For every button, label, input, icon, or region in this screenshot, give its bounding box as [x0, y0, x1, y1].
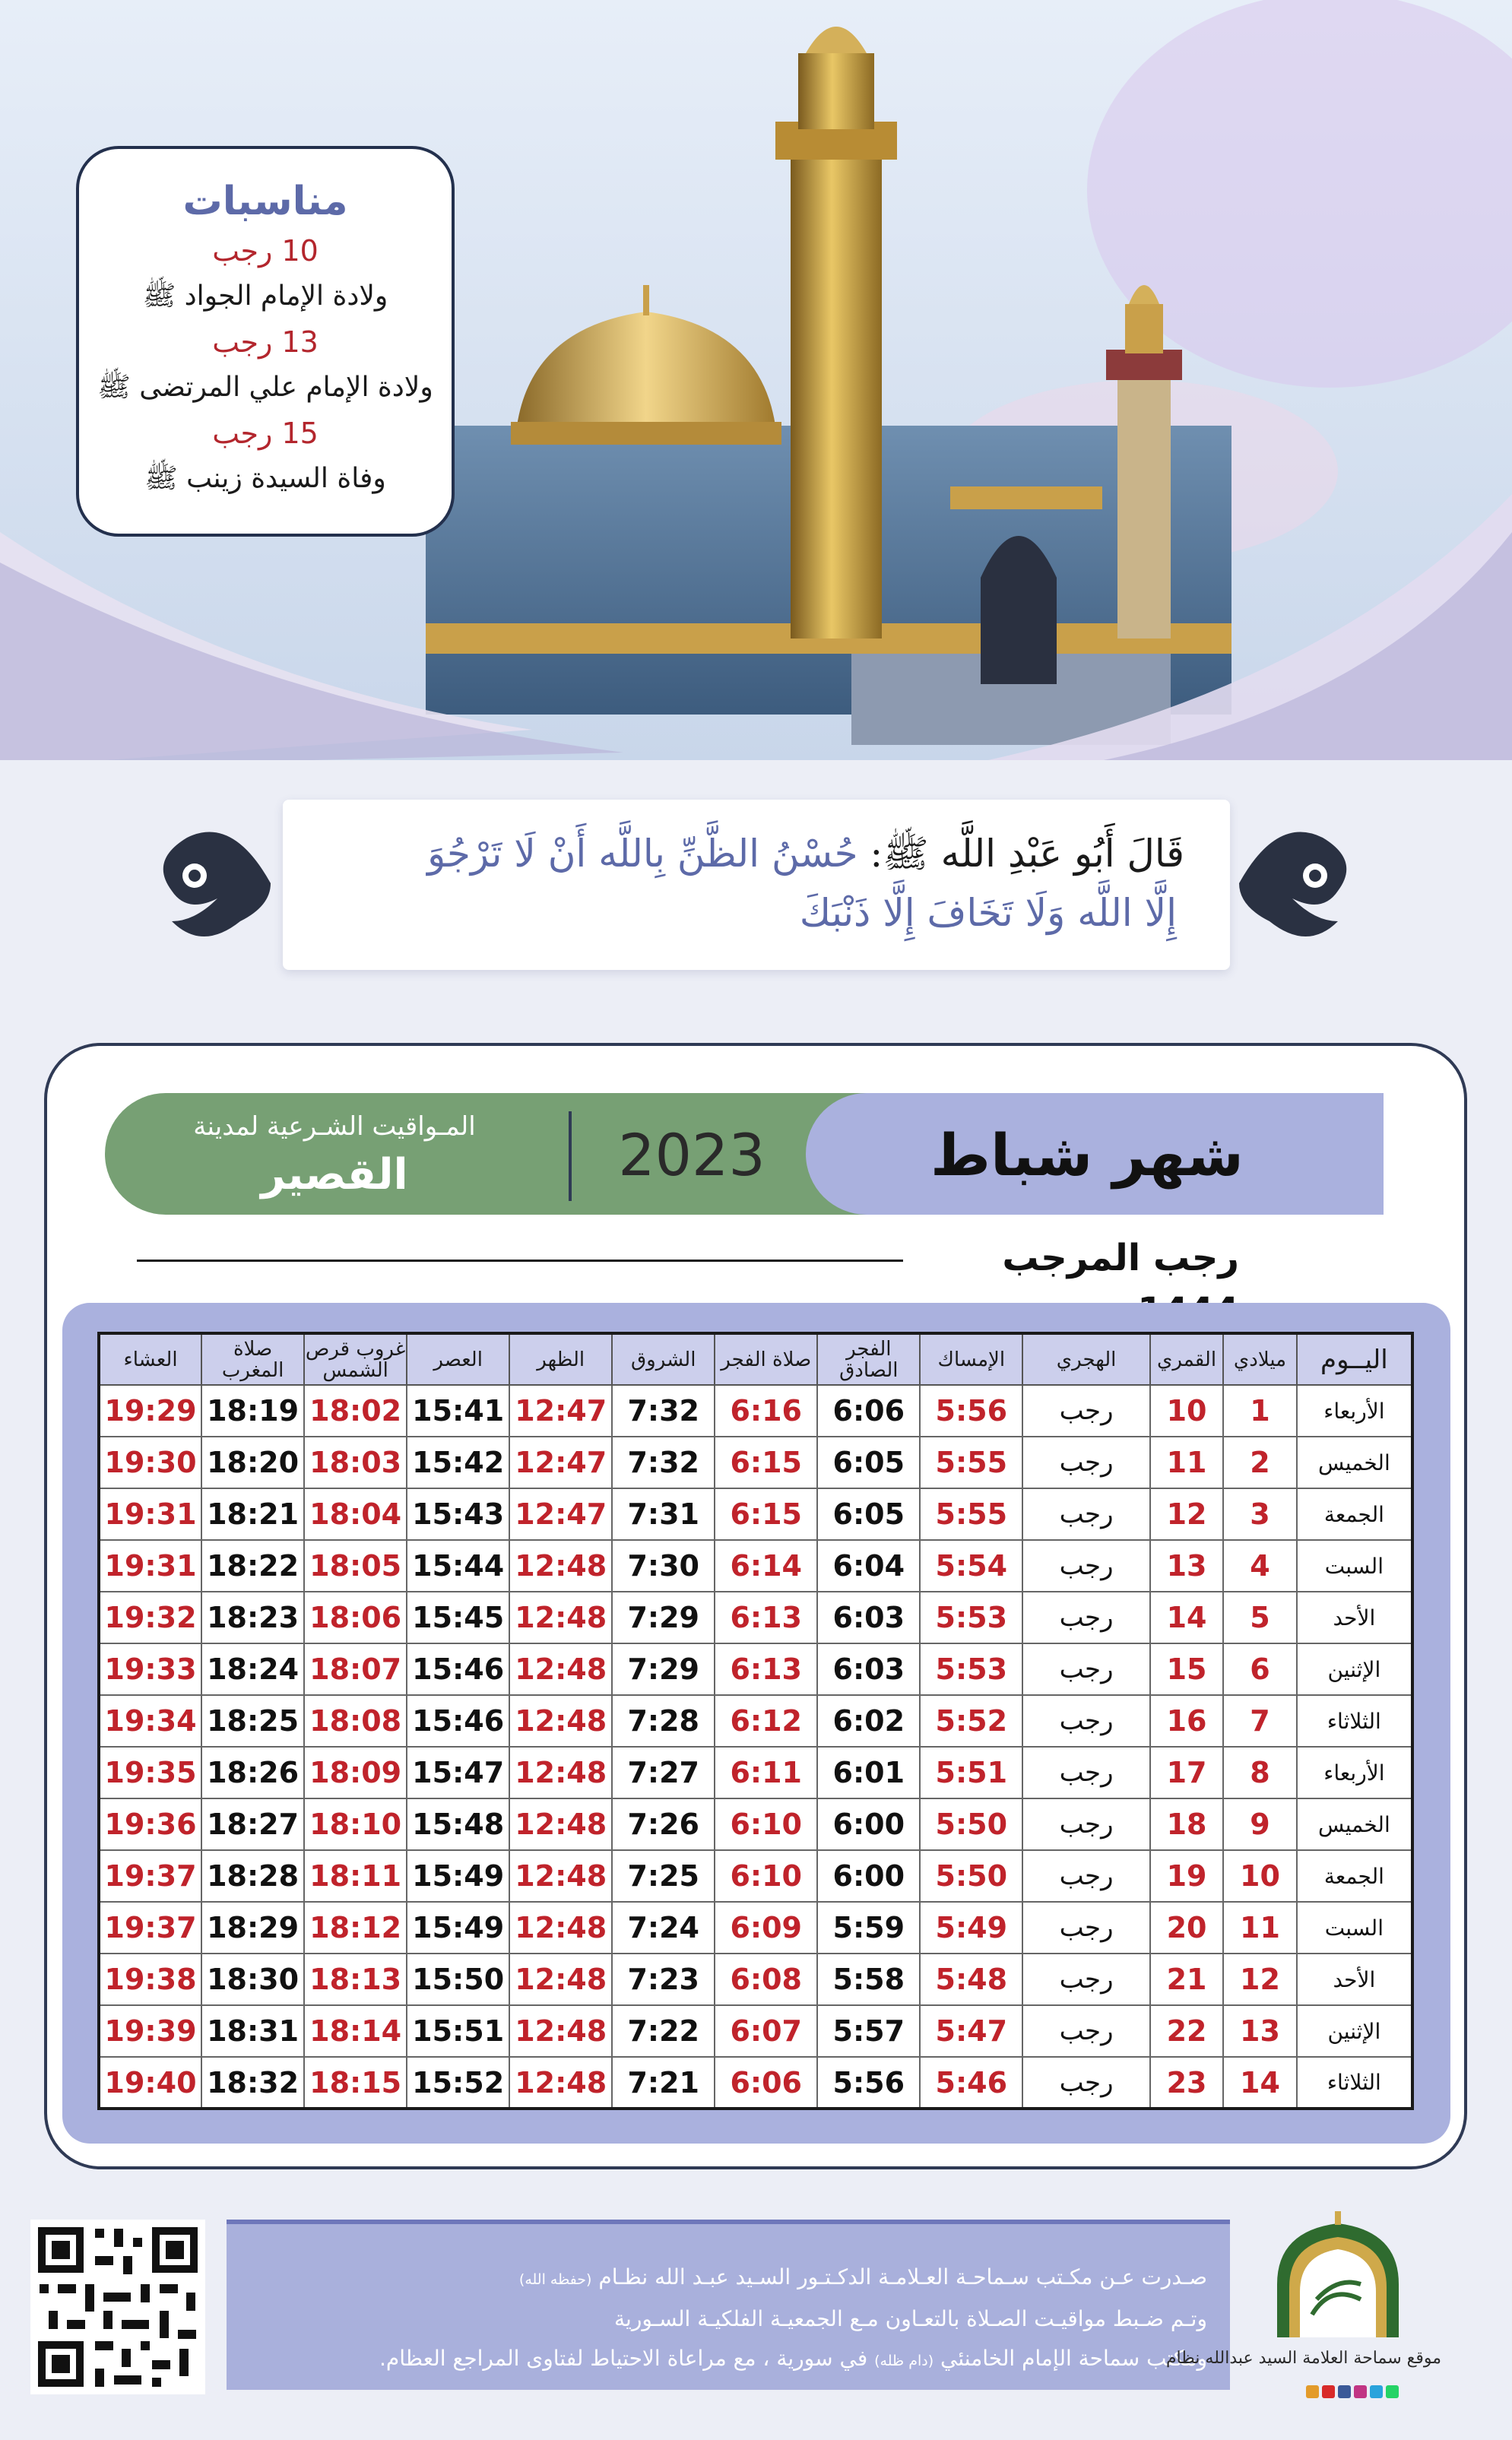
table-cell: 15:44 — [407, 1540, 509, 1592]
table-cell: 15:51 — [407, 2005, 509, 2057]
table-cell: 6:00 — [817, 1798, 920, 1850]
table-cell: 6:06 — [715, 2057, 817, 2109]
table-cell: 18:03 — [304, 1437, 407, 1488]
table-cell: 18:26 — [201, 1747, 304, 1798]
table-cell: 15:46 — [407, 1643, 509, 1695]
table-row — [99, 1798, 1412, 1850]
table-cell: الأربعاء — [1297, 1747, 1412, 1798]
footer-line3: ومكتب سماحة الإمام الخامنئي — [940, 2346, 1207, 2371]
table-cell: 7:25 — [612, 1850, 715, 1902]
table-cell: 15:50 — [407, 1954, 509, 2005]
table-cell: 5:51 — [920, 1747, 1022, 1798]
table-cell: 15:46 — [407, 1695, 509, 1747]
footer-line1-note: (حفظه الله) — [518, 2271, 592, 2288]
table-cell: 12:48 — [509, 1747, 612, 1798]
table-cell: 18:27 — [201, 1798, 304, 1850]
table-cell: 17 — [1150, 1747, 1223, 1798]
hadith-quote — [283, 800, 1230, 970]
table-cell: 18:23 — [201, 1592, 304, 1643]
table-cell: 6:06 — [817, 1385, 920, 1437]
table-cell: 18:19 — [201, 1385, 304, 1437]
table-cell: 7:32 — [612, 1385, 715, 1437]
table-cell: 6:15 — [715, 1488, 817, 1540]
table-cell: رجب — [1022, 1954, 1150, 2005]
table-cell: 7:26 — [612, 1798, 715, 1850]
table-cell: 7:24 — [612, 1902, 715, 1954]
column-header: الظهر — [509, 1333, 612, 1385]
table-cell: 18:10 — [304, 1798, 407, 1850]
table-cell: 7:32 — [612, 1437, 715, 1488]
table-cell: الإثنين — [1297, 2005, 1412, 2057]
table-cell: رجب — [1022, 2005, 1150, 2057]
column-header: صلاة الفجر — [715, 1333, 817, 1385]
table-cell: رجب — [1022, 1437, 1150, 1488]
table-cell: 5:48 — [920, 1954, 1022, 2005]
table-cell: 7:30 — [612, 1540, 715, 1592]
occasions-title: مناسبات — [182, 179, 348, 224]
table-header-row — [99, 1333, 1412, 1385]
prayer-times-table — [97, 1332, 1414, 2110]
table-cell: 15:43 — [407, 1488, 509, 1540]
table-cell: 18:20 — [201, 1437, 304, 1488]
column-header: العشاء — [99, 1333, 201, 1385]
table-cell: 18:04 — [304, 1488, 407, 1540]
quote-text-line2: إِلَّا اللَّه وَلَا تَخَافَ إِلَّا ذَنْبَكَ — [799, 891, 1177, 935]
divider-line — [137, 1260, 903, 1262]
occasions-box — [76, 146, 455, 537]
table-cell: 18:02 — [304, 1385, 407, 1437]
table-cell: 16 — [1150, 1695, 1223, 1747]
table-cell: 18:24 — [201, 1643, 304, 1695]
table-cell: 12:48 — [509, 1954, 612, 2005]
table-cell: 4 — [1223, 1540, 1296, 1592]
table-cell: 19:37 — [99, 1850, 201, 1902]
table-cell: الإثنين — [1297, 1643, 1412, 1695]
table-cell: 9 — [1223, 1798, 1296, 1850]
table-cell: 19:31 — [99, 1488, 201, 1540]
table-cell: 23 — [1150, 2057, 1223, 2109]
whatsapp-icon[interactable] — [1386, 2385, 1399, 2398]
table-cell: 6:05 — [817, 1437, 920, 1488]
table-cell: 18:13 — [304, 1954, 407, 2005]
table-cell: 12:48 — [509, 1540, 612, 1592]
city-caption: المـواقيت الشـرعية لمدينة — [193, 1111, 476, 1142]
table-cell: 7:29 — [612, 1643, 715, 1695]
table-cell: 19:34 — [99, 1695, 201, 1747]
table-cell: 5:52 — [920, 1695, 1022, 1747]
dome-logo-icon — [1247, 2208, 1429, 2345]
table-cell: 5:53 — [920, 1643, 1022, 1695]
table-cell: 18:11 — [304, 1850, 407, 1902]
table-cell: 14 — [1150, 1592, 1223, 1643]
table-cell: الخميس — [1297, 1798, 1412, 1850]
table-cell: 18:07 — [304, 1643, 407, 1695]
table-cell: الأحد — [1297, 1954, 1412, 2005]
table-cell: رجب — [1022, 1643, 1150, 1695]
table-cell: 19:33 — [99, 1643, 201, 1695]
table-cell: 6:16 — [715, 1385, 817, 1437]
table-cell: رجب — [1022, 1695, 1150, 1747]
table-row — [99, 1540, 1412, 1592]
table-cell: 12:48 — [509, 1592, 612, 1643]
arabesque-ornament-icon — [1231, 807, 1368, 959]
table-row — [99, 1902, 1412, 1954]
table-cell: 10 — [1223, 1850, 1296, 1902]
telegram-icon[interactable] — [1370, 2385, 1383, 2398]
hijri-month-label: رجب المرجب — [1002, 1237, 1239, 1279]
band-divider — [569, 1111, 572, 1201]
table-row — [99, 1643, 1412, 1695]
column-header: الإمساك — [920, 1333, 1022, 1385]
table-cell: الأربعاء — [1297, 1385, 1412, 1437]
table-cell: 19:30 — [99, 1437, 201, 1488]
table-cell: 6:11 — [715, 1747, 817, 1798]
month-title: شهر شباط — [930, 1121, 1244, 1189]
table-cell: 7:21 — [612, 2057, 715, 2109]
table-row — [99, 1695, 1412, 1747]
table-cell: 18:28 — [201, 1850, 304, 1902]
occasion-date: 15 رجب — [212, 417, 319, 450]
table-cell: 12 — [1150, 1488, 1223, 1540]
table-cell: 12 — [1223, 1954, 1296, 2005]
table-cell: 11 — [1150, 1437, 1223, 1488]
table-cell: 15:52 — [407, 2057, 509, 2109]
table-cell: السبت — [1297, 1540, 1412, 1592]
table-cell: 5:59 — [817, 1902, 920, 1954]
table-cell: 19:32 — [99, 1592, 201, 1643]
table-cell: 7:23 — [612, 1954, 715, 2005]
table-cell: الجمعة — [1297, 1850, 1412, 1902]
occasion-date: 10 رجب — [212, 234, 319, 268]
footer-line3-note: (دام ظله) — [874, 2353, 934, 2369]
table-cell: رجب — [1022, 1850, 1150, 1902]
social-icons[interactable] — [1306, 2385, 1399, 2398]
hero-image — [0, 0, 1512, 768]
table-cell: 15 — [1150, 1643, 1223, 1695]
table-cell: 5:50 — [920, 1850, 1022, 1902]
table-row — [99, 2057, 1412, 2109]
table-cell: 5:57 — [817, 2005, 920, 2057]
table-cell: 19:35 — [99, 1747, 201, 1798]
table-cell: 6:08 — [715, 1954, 817, 2005]
table-cell: 5:50 — [920, 1798, 1022, 1850]
table-cell: 6:03 — [817, 1592, 920, 1643]
table-cell: 19:39 — [99, 2005, 201, 2057]
table-cell: 5:54 — [920, 1540, 1022, 1592]
instagram-icon[interactable] — [1354, 2385, 1367, 2398]
column-header: غروب قرص الشمس — [304, 1333, 407, 1385]
table-cell: الخميس — [1297, 1437, 1412, 1488]
site-name: موقع سماحة العلامة السيد عبدالله نظام — [1165, 2349, 1441, 2368]
column-header: اليــوم — [1297, 1333, 1412, 1385]
table-cell: 12:48 — [509, 1643, 612, 1695]
table-cell: 18:09 — [304, 1747, 407, 1798]
table-cell: 15:49 — [407, 1850, 509, 1902]
table-cell: 6:04 — [817, 1540, 920, 1592]
table-cell: رجب — [1022, 1488, 1150, 1540]
table-cell: 3 — [1223, 1488, 1296, 1540]
table-cell: 18:14 — [304, 2005, 407, 2057]
table-cell: 18:15 — [304, 2057, 407, 2109]
table-cell: 6:10 — [715, 1798, 817, 1850]
table-cell: 19:38 — [99, 1954, 201, 2005]
occasion-date: 13 رجب — [212, 325, 319, 359]
footer-line1: صـدرت عـن مكـتب سـماحـة العـلامـة الدكـتـور السـيد عبـد الله نظـام — [598, 2264, 1207, 2289]
table-cell: 18:30 — [201, 1954, 304, 2005]
table-cell: رجب — [1022, 1747, 1150, 1798]
table-cell: 6:10 — [715, 1850, 817, 1902]
table-cell: 19 — [1150, 1850, 1223, 1902]
table-cell: 13 — [1150, 1540, 1223, 1592]
occasion-event: وفاة السيدة زينب ﷺ — [144, 463, 386, 494]
column-header: الفجر الصادق — [817, 1333, 920, 1385]
table-cell: 11 — [1223, 1902, 1296, 1954]
table-cell: الثلاثاء — [1297, 1695, 1412, 1747]
table-cell: 12:47 — [509, 1437, 612, 1488]
table-cell: 19:36 — [99, 1798, 201, 1850]
table-cell: 10 — [1150, 1385, 1223, 1437]
table-cell: 18:06 — [304, 1592, 407, 1643]
table-row — [99, 1488, 1412, 1540]
table-row — [99, 1385, 1412, 1437]
table-cell: 6:14 — [715, 1540, 817, 1592]
table-cell: 12:48 — [509, 2057, 612, 2109]
table-cell: الجمعة — [1297, 1488, 1412, 1540]
table-row — [99, 1747, 1412, 1798]
table-cell: 19:31 — [99, 1540, 201, 1592]
table-cell: 19:29 — [99, 1385, 201, 1437]
table-cell: 6:03 — [817, 1643, 920, 1695]
city-name: القصير — [261, 1150, 408, 1199]
youtube-icon[interactable] — [1322, 2385, 1335, 2398]
table-cell: 12:48 — [509, 1850, 612, 1902]
table-cell: 19:40 — [99, 2057, 201, 2109]
quote-speaker: قَالَ أَبُو عَبْدِ اللَّه ﷺ: — [857, 832, 1184, 876]
table-cell: 1 — [1223, 1385, 1296, 1437]
column-header: القمري — [1150, 1333, 1223, 1385]
table-cell: 15:48 — [407, 1798, 509, 1850]
table-cell: 18:25 — [201, 1695, 304, 1747]
table-row — [99, 1954, 1412, 2005]
table-cell: 18:32 — [201, 2057, 304, 2109]
table-cell: 5:47 — [920, 2005, 1022, 2057]
table-cell: 12:48 — [509, 2005, 612, 2057]
table-cell: 14 — [1223, 2057, 1296, 2109]
qr-code-icon — [30, 2220, 205, 2394]
table-cell: 19:37 — [99, 1902, 201, 1954]
table-cell: رجب — [1022, 1592, 1150, 1643]
table-cell: 6:01 — [817, 1747, 920, 1798]
table-cell: 8 — [1223, 1747, 1296, 1798]
table-cell: 5:53 — [920, 1592, 1022, 1643]
column-header: العصر — [407, 1333, 509, 1385]
table-cell: 6:09 — [715, 1902, 817, 1954]
table-cell: 6:02 — [817, 1695, 920, 1747]
column-header: ميلادي — [1223, 1333, 1296, 1385]
table-cell: 15:42 — [407, 1437, 509, 1488]
table-cell: 12:48 — [509, 1798, 612, 1850]
quote-text-line1: حُسْنُ الظَّنِّ بِاللَّه أَنْ لَا تَرْجُوَ — [427, 832, 858, 876]
table-cell: 20 — [1150, 1902, 1223, 1954]
table-cell: 5:56 — [920, 1385, 1022, 1437]
table-cell: 18:08 — [304, 1695, 407, 1747]
table-row — [99, 1850, 1412, 1902]
footer-line3-end: في سورية ، مع مراعاة الاحتياط لفتاوى المراجع العظام. — [379, 2346, 868, 2371]
table-cell: 5:55 — [920, 1437, 1022, 1488]
table-cell: 6:12 — [715, 1695, 817, 1747]
table-cell: 18 — [1150, 1798, 1223, 1850]
table-cell: 5:55 — [920, 1488, 1022, 1540]
table-cell: رجب — [1022, 1540, 1150, 1592]
column-header: صلاة المغرب — [201, 1333, 304, 1385]
table-cell: 15:41 — [407, 1385, 509, 1437]
occasion-event: ولادة الإمام علي المرتضى ﷺ — [97, 372, 433, 403]
table-cell: 15:49 — [407, 1902, 509, 1954]
table-row — [99, 2005, 1412, 2057]
table-cell: 12:48 — [509, 1695, 612, 1747]
table-row — [99, 1437, 1412, 1488]
table-cell: رجب — [1022, 1902, 1150, 1954]
table-cell: 21 — [1150, 1954, 1223, 2005]
table-cell: 7:28 — [612, 1695, 715, 1747]
table-cell: 6:13 — [715, 1643, 817, 1695]
table-cell: 12:48 — [509, 1902, 612, 1954]
table-cell: 18:22 — [201, 1540, 304, 1592]
table-row — [99, 1592, 1412, 1643]
table-cell: 7:31 — [612, 1488, 715, 1540]
table-cell: 18:29 — [201, 1902, 304, 1954]
table-cell: 5:49 — [920, 1902, 1022, 1954]
table-cell: 6:15 — [715, 1437, 817, 1488]
table-cell: 2 — [1223, 1437, 1296, 1488]
table-cell: 6:13 — [715, 1592, 817, 1643]
table-cell: رجب — [1022, 1385, 1150, 1437]
table-cell: 5:58 — [817, 1954, 920, 2005]
table-cell: 22 — [1150, 2005, 1223, 2057]
table-cell: 7 — [1223, 1695, 1296, 1747]
column-header: الهجري — [1022, 1333, 1150, 1385]
table-cell: 6:07 — [715, 2005, 817, 2057]
table-cell: رجب — [1022, 1798, 1150, 1850]
table-cell: 7:22 — [612, 2005, 715, 2057]
table-cell: 6 — [1223, 1643, 1296, 1695]
footer-line2: وتـم ضـبط مواقيـت الصـلاة بالتعـاون مـع الجمعيـة الفلكيـة السـورية — [614, 2306, 1207, 2331]
facebook-icon[interactable] — [1338, 2385, 1351, 2398]
table-cell: 18:31 — [201, 2005, 304, 2057]
table-cell: 6:05 — [817, 1488, 920, 1540]
table-cell: 15:47 — [407, 1747, 509, 1798]
table-cell: 18:12 — [304, 1902, 407, 1954]
rss-icon[interactable] — [1306, 2385, 1319, 2398]
arabesque-ornament-icon — [141, 807, 278, 959]
table-cell: 5:46 — [920, 2057, 1022, 2109]
table-cell: 7:29 — [612, 1592, 715, 1643]
year-label: 2023 — [618, 1121, 766, 1189]
table-cell: 18:05 — [304, 1540, 407, 1592]
table-cell: 6:00 — [817, 1850, 920, 1902]
table-cell: 12:47 — [509, 1385, 612, 1437]
table-cell: 12:47 — [509, 1488, 612, 1540]
table-cell: 18:21 — [201, 1488, 304, 1540]
table-cell: السبت — [1297, 1902, 1412, 1954]
table-cell: الثلاثاء — [1297, 2057, 1412, 2109]
table-cell: 15:45 — [407, 1592, 509, 1643]
table-cell: 13 — [1223, 2005, 1296, 2057]
table-cell: 7:27 — [612, 1747, 715, 1798]
column-header: الشروق — [612, 1333, 715, 1385]
table-cell: 5:56 — [817, 2057, 920, 2109]
table-cell: رجب — [1022, 2057, 1150, 2109]
table-cell: 5 — [1223, 1592, 1296, 1643]
occasion-event: ولادة الإمام الجواد ﷺ — [142, 280, 388, 312]
footer-credits — [227, 2220, 1230, 2390]
table-cell: الأحد — [1297, 1592, 1412, 1643]
